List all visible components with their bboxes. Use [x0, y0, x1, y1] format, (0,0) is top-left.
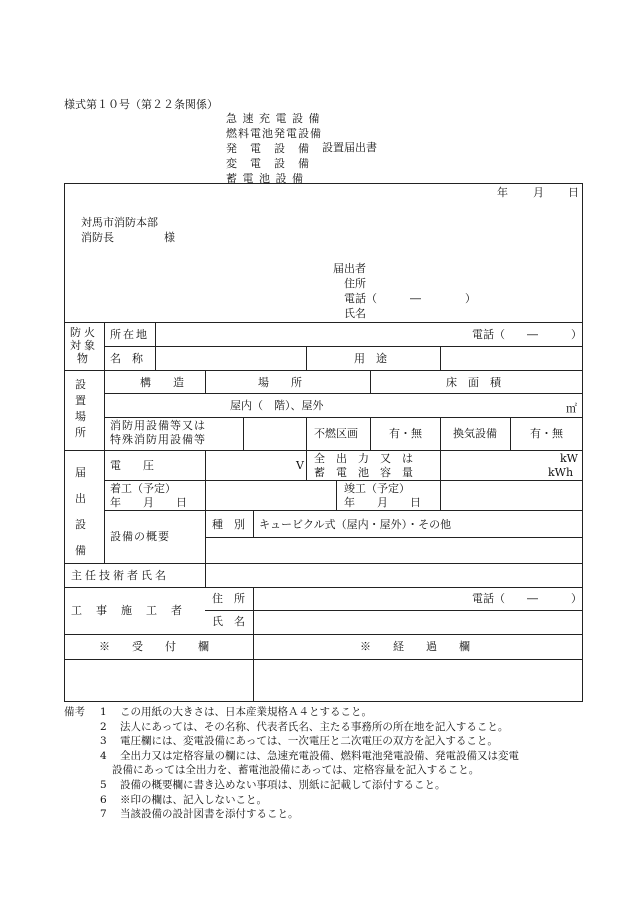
title-line-5: 蓄 電 池 設 備	[226, 172, 304, 185]
fire-equipment-line2: 特殊消防用設備等	[110, 433, 206, 446]
equipment-label: 届出設備	[75, 466, 86, 557]
note-text: この用紙の大きさは、日本産業規格Ａ４とすること。	[120, 706, 372, 718]
sqm-unit: ㎡	[566, 402, 577, 415]
site-label: 設置場所	[75, 378, 86, 439]
location-label: 所在地	[110, 328, 149, 341]
note-number: 5	[100, 778, 107, 791]
place-label: 場 所	[258, 376, 302, 389]
ventilation-choice: 有・無	[530, 427, 563, 440]
form-number: 様式第１０号（第２２条関係）	[64, 98, 218, 111]
reception-label: ※ 受 付 欄	[99, 640, 209, 653]
start-label: 着工（予定）	[110, 482, 176, 495]
applicant-label: 届出者	[333, 262, 366, 275]
floor-area-label: 床 面 積	[446, 376, 501, 389]
date-month: 月	[533, 186, 544, 199]
title-line-1: 急 速 充 電 設 備	[226, 112, 321, 125]
date-day: 日	[568, 186, 579, 199]
applicant-address: 住所	[344, 277, 366, 290]
note-number: 4	[100, 749, 107, 762]
form-title-suffix: 設置届出書	[322, 141, 377, 154]
title-line-4: 変 電 設 備	[226, 157, 310, 170]
volt-unit: V	[296, 459, 304, 472]
start-date: 年 月 日	[110, 496, 187, 509]
note-number: 2	[100, 720, 107, 733]
kind-value: キュービクル式（屋内・屋外）・その他	[259, 518, 452, 531]
title-line-3: 発 電 設 備	[226, 142, 310, 155]
title-line-2: 燃料電池発電設備	[226, 127, 322, 140]
contractor-address-label: 住 所	[212, 592, 245, 605]
notes-label: 備考	[64, 706, 85, 718]
note-number: 7	[100, 808, 107, 821]
applicant-phone: 電話（ ― ）	[344, 292, 476, 305]
structure-label: 構 造	[140, 376, 184, 389]
note-text: 設備にあっては全出力を、蓄電池設備にあっては、定格容量を記入すること。	[112, 764, 480, 777]
contractor-phone: 電話（ ― ）	[472, 592, 582, 605]
note-text: 設備の概要欄に書き込めない事項は、別紙に記載して添付すること。	[120, 778, 446, 791]
applicant-name: 氏名	[344, 307, 366, 320]
total-output-line2: 蓄 電 池 容 量	[314, 466, 413, 479]
note-text: 当該設備の設計図書を添付すること。	[120, 808, 299, 821]
kwh-unit: kWh	[548, 466, 574, 479]
object-phone: 電話（ ― ）	[472, 328, 582, 341]
date-year: 年	[497, 186, 508, 199]
contractor-name-label: 氏 名	[212, 615, 245, 628]
complete-date: 年 月 日	[344, 496, 421, 509]
note-text: 電圧欄には、変電設備にあっては、一次電圧と二次電圧の双方を記入すること。	[120, 735, 498, 748]
addressee-chief: 消防長	[81, 231, 114, 244]
use-label: 用 途	[354, 352, 387, 365]
notes	[64, 705, 519, 822]
fire-object-label: 防火対象物	[70, 326, 98, 365]
note-number: 3	[100, 735, 107, 748]
total-output-line1: 全 出 力 又 は	[314, 452, 413, 465]
ventilation-label: 換気設備	[453, 427, 497, 440]
note-text: 法人にあっては、その名称、代表者氏名、主たる事務所の所在地を記入すること。	[120, 720, 509, 733]
kind-label: 種 別	[212, 518, 245, 531]
object-name-label: 名 称	[110, 352, 143, 365]
kw-unit: kW	[560, 452, 578, 465]
note-number: 1	[100, 706, 107, 718]
addressee-honorific: 様	[164, 231, 175, 244]
note-text: 全出力又は定格容量の欄には、急速充電設備、燃料電池発電設備、発電設備又は変電	[120, 749, 519, 762]
complete-label: 竣工（予定）	[344, 482, 410, 495]
addressee-dept: 対馬市消防本部	[81, 216, 158, 229]
overview-label: 設備の概要	[110, 530, 170, 543]
note-text: ※印の欄は、記入しないこと。	[120, 793, 267, 806]
indoor-outdoor: 屋内（ 階）、屋外	[230, 399, 324, 412]
nonflammable-choice: 有・無	[389, 427, 422, 440]
progress-label: ※ 経 過 欄	[360, 640, 470, 653]
nonflammable-label: 不燃区画	[314, 427, 358, 440]
voltage-label: 電 圧	[110, 459, 154, 472]
engineer-label: 主任技術者氏名	[71, 569, 169, 582]
contractor-label: 工事施工者	[71, 604, 196, 617]
fire-equipment-line1: 消防用設備等又は	[110, 419, 206, 432]
note-number: 6	[100, 793, 107, 806]
